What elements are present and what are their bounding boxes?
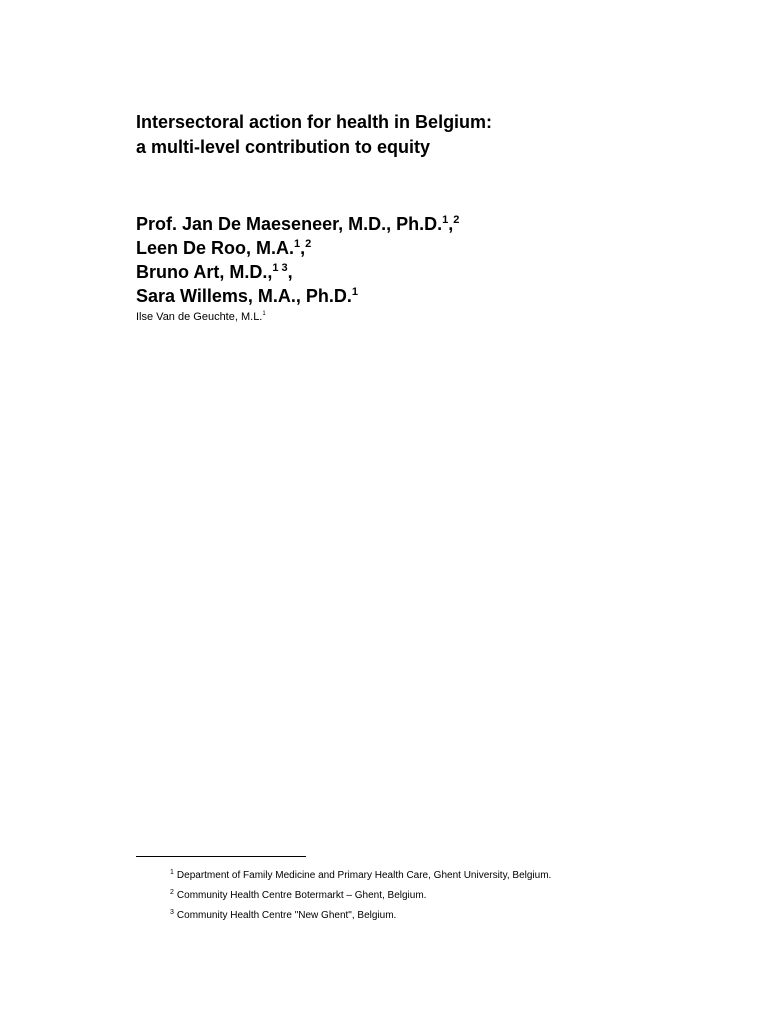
author-1 [136, 212, 459, 236]
title-line-1: Intersectoral action for health in Belgium: [136, 112, 493, 132]
footnote-3 [170, 910, 551, 922]
affiliation-mark: 2 [453, 214, 460, 226]
footnote-mark: 1 [170, 869, 174, 876]
affiliation-mark: 1 [442, 214, 449, 226]
footnote-mark: 3 [170, 909, 174, 916]
document-title [136, 110, 492, 160]
affiliation-mark: 1 3 [272, 262, 288, 274]
author-name: Prof. Jan De Maeseneer, M.D., Ph.D. [136, 214, 443, 234]
footnote-list [170, 870, 551, 930]
affiliation-mark: 1 [262, 311, 266, 317]
footnote-text: Department of Family Medicine and Primary Health Care, Ghent University, Belgium. [176, 870, 552, 881]
footnote-divider [136, 856, 306, 857]
footnote-2 [170, 890, 551, 902]
author-list [136, 212, 459, 324]
author-2 [136, 236, 459, 260]
author-5 [136, 310, 459, 324]
footnote-text: Community Health Centre "New Ghent", Belgium. [176, 910, 397, 921]
author-separator: , [448, 214, 454, 234]
footnote-text: Community Health Centre Botermarkt – Ghent, Belgium. [176, 890, 427, 901]
footnote-1 [170, 870, 551, 882]
author-name: Leen De Roo, M.A. [136, 238, 295, 258]
author-separator: , [300, 238, 306, 258]
affiliation-mark: 2 [305, 238, 312, 250]
author-3 [136, 260, 459, 284]
footnote-mark: 2 [170, 889, 174, 896]
author-separator: , [287, 262, 293, 282]
affiliation-mark: 1 [294, 238, 301, 250]
author-name: Bruno Art, M.D., [136, 262, 273, 282]
affiliation-mark: 1 [351, 286, 359, 298]
author-name: Sara Willems, M.A., Ph.D. [136, 286, 352, 306]
author-name: Ilse Van de Geuchte, M.L. [136, 311, 263, 323]
title-line-2: a multi-level contribution to equity [136, 137, 431, 157]
author-4 [136, 284, 459, 308]
